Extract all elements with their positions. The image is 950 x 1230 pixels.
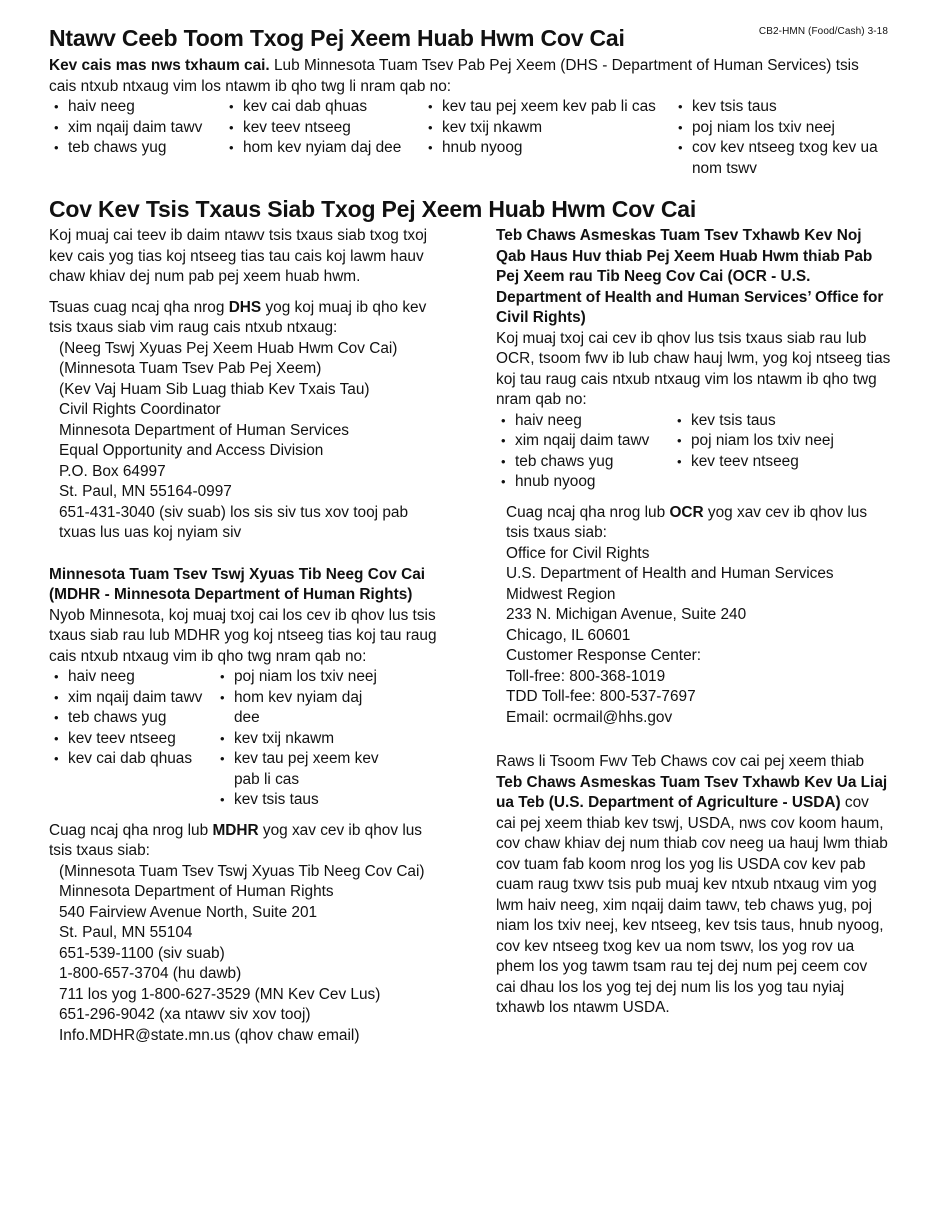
list-item: • poj niam los txiv neej bbox=[215, 667, 390, 688]
address-line: U.S. Department of Health and Human Services bbox=[506, 565, 834, 582]
list-item: • hom kev nyiam daj dee bbox=[215, 688, 390, 729]
mdhr-contact bbox=[49, 821, 449, 862]
ocr-contact-after: yog xav cev ib qhov lus tsis txaus siab: bbox=[506, 503, 868, 541]
address-line: St. Paul, MN 55104 bbox=[59, 924, 193, 941]
list-item: • poj niam los txiv neej bbox=[672, 431, 891, 452]
mdhr-heading-line2: (MDHR - Minnesota Department of Human Rights) bbox=[49, 586, 413, 603]
mdhr-contact-after: yog xav cev ib qhov lus tsis txaus siab: bbox=[49, 821, 423, 859]
list-item: • hom kev nyiam daj dee bbox=[224, 138, 424, 159]
address-line: Equal Opportunity and Access Division bbox=[59, 442, 324, 459]
usda-bold: Teb Chaws Asmeskas Tuam Tsev Txhawb Kev Ua Liaj ua Teb (U.S. Department of Agriculture - USDA) bbox=[496, 773, 888, 811]
list-item: • kev txij nkawm bbox=[215, 729, 390, 750]
page-title: Ntawv Ceeb Toom Txog Pej Xeem Huab Hwm Cov Cai bbox=[49, 25, 625, 51]
address-line: 540 Fairview Avenue North, Suite 201 bbox=[59, 903, 318, 921]
list-item: • haiv neeg bbox=[49, 667, 215, 688]
dhs-address bbox=[49, 339, 449, 544]
list-item: • kev teev ntseeg bbox=[49, 729, 215, 750]
list-item: • kev tau pej xeem kev pab li cas bbox=[423, 97, 673, 118]
list-item: • kev tau pej xeem kev pab li cas bbox=[215, 749, 390, 790]
address-line: TDD Toll-fee: 800-537-7697 bbox=[506, 688, 696, 705]
list-item: • kev cai dab qhuas bbox=[49, 749, 215, 770]
address-line: 651-431-3040 (siv suab) los sis siv tus xov tooj pab bbox=[59, 503, 409, 521]
address-line: 651-539-1100 (siv suab) bbox=[59, 944, 225, 962]
mdhr-address bbox=[49, 862, 449, 1047]
usda-text-before: Raws li Tsoom Fwv Teb Chaws cov cai pej xeem thiab bbox=[496, 753, 865, 770]
mdhr-grounds bbox=[49, 667, 449, 811]
list-item: • xim nqaij daim tawv bbox=[49, 118, 224, 139]
address-line: Office for Civil Rights bbox=[506, 544, 650, 562]
address-line: Email: ocrmail@hhs.gov bbox=[506, 708, 673, 726]
address-line: 651-296-9042 (xa ntawv siv xov tooj) bbox=[59, 1006, 311, 1023]
address-line: Civil Rights Coordinator bbox=[59, 401, 221, 418]
mdhr-heading-line1: Minnesota Tuam Tsev Tswj Xyuas Tib Neeg Cov Cai bbox=[49, 565, 426, 583]
dhs-paragraph bbox=[49, 298, 449, 339]
list-item: • kev tsis taus bbox=[673, 97, 878, 118]
ocr-contact bbox=[506, 503, 891, 544]
address-line: St. Paul, MN 55164-0997 bbox=[59, 483, 232, 500]
address-line: (Minnesota Tuam Tsev Tswj Xyuas Tib Neeg Cov Cai) bbox=[59, 862, 425, 880]
list-item: • cov kev ntseeg txog kev ua nom tswv bbox=[673, 138, 878, 179]
address-line: Toll-free: 800-368-1019 bbox=[506, 667, 666, 685]
ocr-grounds-list-2 bbox=[672, 411, 891, 493]
list-item: • xim nqaij daim tawv bbox=[496, 431, 672, 452]
list-item: • haiv neeg bbox=[496, 411, 672, 432]
address-line: Minnesota Department of Human Services bbox=[59, 421, 349, 439]
notice-lead-text: Lub Minnesota Tuam Tsev Pab Pej Xeem (DHS - Department of Human Services) tsis cais ntxub ntxaug vim los ntawm ib qho twg li nram qab no: bbox=[49, 57, 859, 95]
address-line: (Kev Vaj Huam Sib Luag thiab Kev Txais Tau) bbox=[59, 380, 370, 398]
list-item: • hnub nyoog bbox=[423, 138, 673, 159]
grounds-list-1 bbox=[49, 97, 224, 159]
list-item: • teb chaws yug bbox=[496, 452, 672, 473]
usda-text-after: cov cai pej xeem thiab kev tswj, USDA, nws cov koom haum, cov chaw khiav dej num thiab cov neeg ua hauj lwm thiab cov tuam fab koom nrog los yog lis USDA cov kev pab cuam raug txwv tsis pub muaj kev ntxub ntxaug vim yog lwm haiv neeg, xim nqaij daim tawv, teb chaws yug, poj niam los txiv neej, kev ntseeg, kev tsis taus, hnub nyoog, cov kev ntseeg txog kev ua nom tswv, los yog rov ua phem los yog tawm tsam rau tej dej num pej ceem cov cai dhau los los yog tej dej num lis los yog tau nyiaj txhawb los ntawm USDA. bbox=[496, 794, 888, 1016]
address-line: 711 los yog 1-800-627-3529 (MN Kev Cev Lus) bbox=[59, 985, 381, 1003]
list-item: • kev tsis taus bbox=[672, 411, 891, 432]
notice-lead bbox=[49, 56, 889, 97]
list-item: • teb chaws yug bbox=[49, 138, 224, 159]
ocr-contact-bold: OCR bbox=[669, 503, 704, 521]
address-line: Midwest Region bbox=[506, 585, 616, 603]
ocr-contact-before: Cuag ncaj qha nrog lub bbox=[506, 503, 670, 521]
grounds-list-2 bbox=[224, 97, 424, 159]
address-line: txuas lus uas koj nyiam siv bbox=[59, 524, 242, 541]
mdhr-contact-before: Cuag ncaj qha nrog lub bbox=[49, 821, 213, 839]
address-line: Chicago, IL 60601 bbox=[506, 626, 631, 644]
address-line: (Minnesota Tuam Tsev Pab Pej Xeem) bbox=[59, 360, 322, 377]
grounds-list-3 bbox=[423, 97, 673, 159]
ocr-grounds-list-1 bbox=[496, 411, 672, 493]
list-item: • xim nqaij daim tawv bbox=[49, 688, 215, 709]
ocr-contact-block bbox=[496, 503, 891, 729]
grounds-list-4 bbox=[673, 97, 878, 179]
mdhr-heading bbox=[49, 565, 449, 606]
address-line: 233 N. Michigan Avenue, Suite 240 bbox=[506, 606, 747, 623]
form-code: CB2-HMN (Food/Cash) 3-18 bbox=[758, 26, 888, 37]
list-item: • kev tsis taus bbox=[215, 790, 390, 811]
notice-lead-bold: Kev cais mas nws txhaum cai. bbox=[49, 57, 270, 74]
ocr-text: Koj muaj txoj cai cev ib qhov lus tsis txaus siab rau lub OCR, tsoom fwv ib lub chaw hauj lwm, yog koj ntseeg tias koj tau raug cais ntxub ntxaug vim los ntawm ib qho twg nram qab no: bbox=[496, 329, 891, 408]
ocr-heading: Teb Chaws Asmeskas Tuam Tsev Txhawb Kev Noj Qab Haus Huv thiab Pej Xeem Huab Hwm thiab Pab Pej Xeem rau Tib Neeg Cov Cai (OCR - U.S. Department of Health and Human Services’ Office for Civil Rights) bbox=[496, 227, 884, 326]
address-line: (Neeg Tswj Xyuas Pej Xeem Huab Hwm Cov Cai) bbox=[59, 339, 398, 357]
dhs-text-before: Tsuas cuag ncaj qha nrog bbox=[49, 298, 229, 316]
mdhr-grounds-list-1 bbox=[49, 667, 215, 811]
list-item: • kev cai dab qhuas bbox=[224, 97, 424, 118]
list-item: • kev txij nkawm bbox=[423, 118, 673, 139]
dhs-bold: DHS bbox=[228, 298, 262, 316]
address-line: Minnesota Department of Human Rights bbox=[59, 883, 334, 900]
ocr-grounds bbox=[496, 411, 891, 493]
mdhr-contact-bold: MDHR bbox=[212, 821, 259, 839]
address-line: P.O. Box 64997 bbox=[59, 462, 166, 480]
notice-intro bbox=[49, 56, 889, 97]
left-column bbox=[49, 226, 449, 1046]
list-item: • haiv neeg bbox=[49, 97, 224, 118]
usda-paragraph bbox=[496, 752, 891, 1019]
list-item: • kev teev ntseeg bbox=[672, 452, 891, 473]
list-item: • poj niam los txiv neej bbox=[673, 118, 878, 139]
right-column bbox=[496, 226, 891, 1019]
mdhr-grounds-list-2 bbox=[215, 667, 390, 811]
address-line: Customer Response Center: bbox=[506, 647, 702, 664]
list-item: • teb chaws yug bbox=[49, 708, 215, 729]
address-line: Info.MDHR@state.mn.us (qhov chaw email) bbox=[59, 1026, 360, 1044]
list-item: • kev teev ntseeg bbox=[224, 118, 424, 139]
section-title: Cov Kev Tsis Txaus Siab Txog Pej Xeem Huab Hwm Cov Cai bbox=[49, 196, 697, 222]
list-item: • hnub nyoog bbox=[496, 472, 672, 493]
dhs-text-after: yog koj muaj ib qho kev tsis txaus siab vim raug cais ntxub ntxaug: bbox=[49, 298, 427, 336]
address-line: 1-800-657-3704 (hu dawb) bbox=[59, 965, 242, 982]
mdhr-text: Nyob Minnesota, koj muaj txoj cai los cev ib qhov lus tsis txaus siab rau lub MDHR yog koj ntseeg tias koj tau raug cais ntxub ntxaug vim ib qho twg nram qab no: bbox=[49, 606, 437, 665]
complaints-intro: Koj muaj cai teev ib daim ntawv tsis txaus siab txog txoj kev cais yog tias koj ntseeg tias tau cais koj lawm hauv chaw khiav dej num pab pej xeem huab hwm. bbox=[49, 227, 428, 285]
